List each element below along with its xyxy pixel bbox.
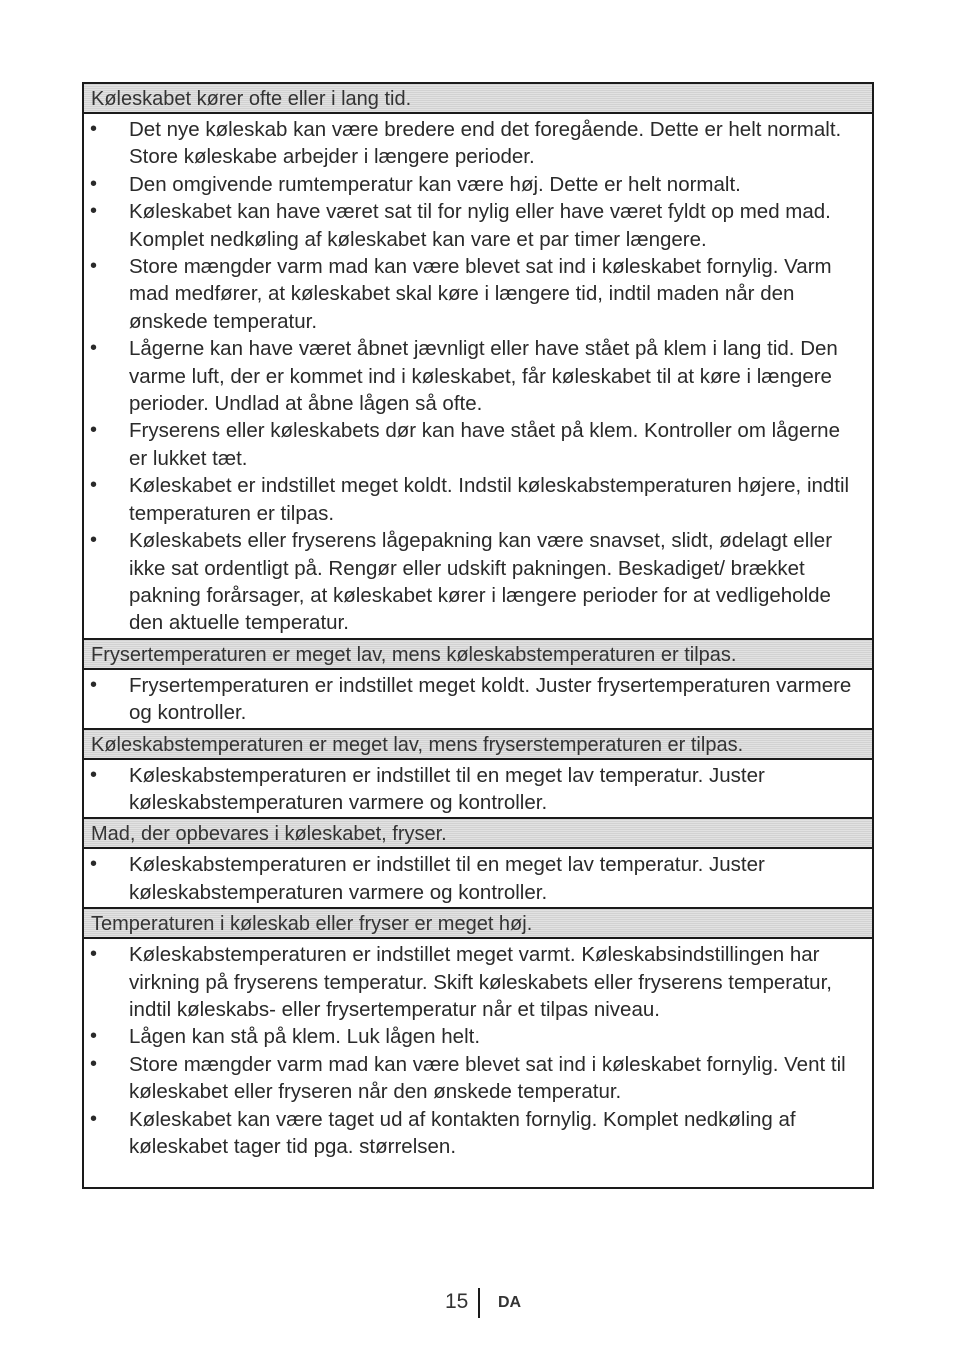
list-item: • Den omgivende rumtemperatur kan være høj. Dette er helt normalt. — [84, 171, 872, 198]
section-body — [84, 670, 872, 730]
section-heading: Frysertemperaturen er meget lav, mens køleskabstemperaturen er tilpas. — [84, 640, 872, 670]
section-body — [84, 939, 872, 1187]
troubleshooting-table — [82, 82, 874, 1189]
bullet-list — [84, 672, 872, 727]
list-item: • Køleskabstemperaturen er indstillet til en meget lav temperatur. Juster køleskabstemperaturen varmere og kontroller. — [84, 851, 872, 906]
list-item: • Køleskabets eller fryserens lågepakning kan være snavset, slidt, ødelagt eller ikke sat ordentligt på. Rengør eller udskift pakningen. Beskadiget/ brækket pakning forårsager, at køleskabet kører i længere perioder for at vedligeholde den aktuelle temperatur. — [84, 527, 872, 637]
list-item: • Køleskabstemperaturen er indstillet meget varmt. Køleskabsindstillingen har virkning på fryserens temperatur. Skift køleskabets eller fryserens temperatur, indtil køleskabs- eller frysertemperatur når et tilpas niveau. — [84, 941, 872, 1023]
list-item: • Det nye køleskab kan være bredere end det foregående. Dette er helt normalt. Store køleskabe arbejder i længere perioder. — [84, 116, 872, 171]
language-code: DA — [498, 1294, 522, 1311]
list-item: • Store mængder varm mad kan være blevet sat ind i køleskabet fornylig. Varm mad medfører, at køleskabet skal køre i længere tid, indtil maden når den ønskede temperatur. — [84, 253, 872, 335]
list-item: • Lågen kan stå på klem. Luk lågen helt. — [84, 1023, 872, 1050]
section-body — [84, 760, 872, 820]
section-heading: Temperaturen i køleskab eller fryser er meget høj. — [84, 909, 872, 939]
bullet-list — [84, 762, 872, 817]
bullet-list — [84, 116, 872, 637]
list-item: • Køleskabet kan have været sat til for nylig eller have været fyldt op med mad. Komplet nedkøling af køleskabet kan vare et par timer længere. — [84, 198, 872, 253]
section-heading: Køleskabstemperaturen er meget lav, mens fryserstemperaturen er tilpas. — [84, 730, 872, 760]
section-body — [84, 114, 872, 640]
list-item: • Frysertemperaturen er indstillet meget koldt. Juster frysertemperaturen varmere og kontroller. — [84, 672, 872, 727]
section-heading: Køleskabet kører ofte eller i lang tid. — [84, 84, 872, 114]
section-heading: Mad, der opbevares i køleskabet, fryser. — [84, 819, 872, 849]
list-item: • Fryserens eller køleskabets dør kan have stået på klem. Kontroller om lågerne er lukket tæt. — [84, 417, 872, 472]
list-item: • Lågerne kan have været åbnet jævnligt eller have stået på klem i lang tid. Den varme luft, der er kommet ind i køleskabet, får køleskabet til at køre i længere perioder. Undlad at åbne lågen så ofte. — [84, 335, 872, 417]
section-body — [84, 849, 872, 909]
footer-divider — [478, 1288, 480, 1318]
bullet-list — [84, 851, 872, 906]
list-item: • Store mængder varm mad kan være blevet sat ind i køleskabet fornylig. Vent til køleskabet eller fryseren når den ønskede temperatur. — [84, 1051, 872, 1106]
list-item: • Køleskabstemperaturen er indstillet til en meget lav temperatur. Juster køleskabstemperaturen varmere og kontroller. — [84, 762, 872, 817]
list-item: • Køleskabet er indstillet meget koldt. Indstil køleskabstemperaturen højere, indtil temperaturen er tilpas. — [84, 472, 872, 527]
list-item: • Køleskabet kan være taget ud af kontakten fornylig. Komplet nedkøling af køleskabet tager tid pga. størrelsen. — [84, 1106, 872, 1161]
bullet-list — [84, 941, 872, 1160]
page-number: 15 — [445, 1290, 469, 1313]
